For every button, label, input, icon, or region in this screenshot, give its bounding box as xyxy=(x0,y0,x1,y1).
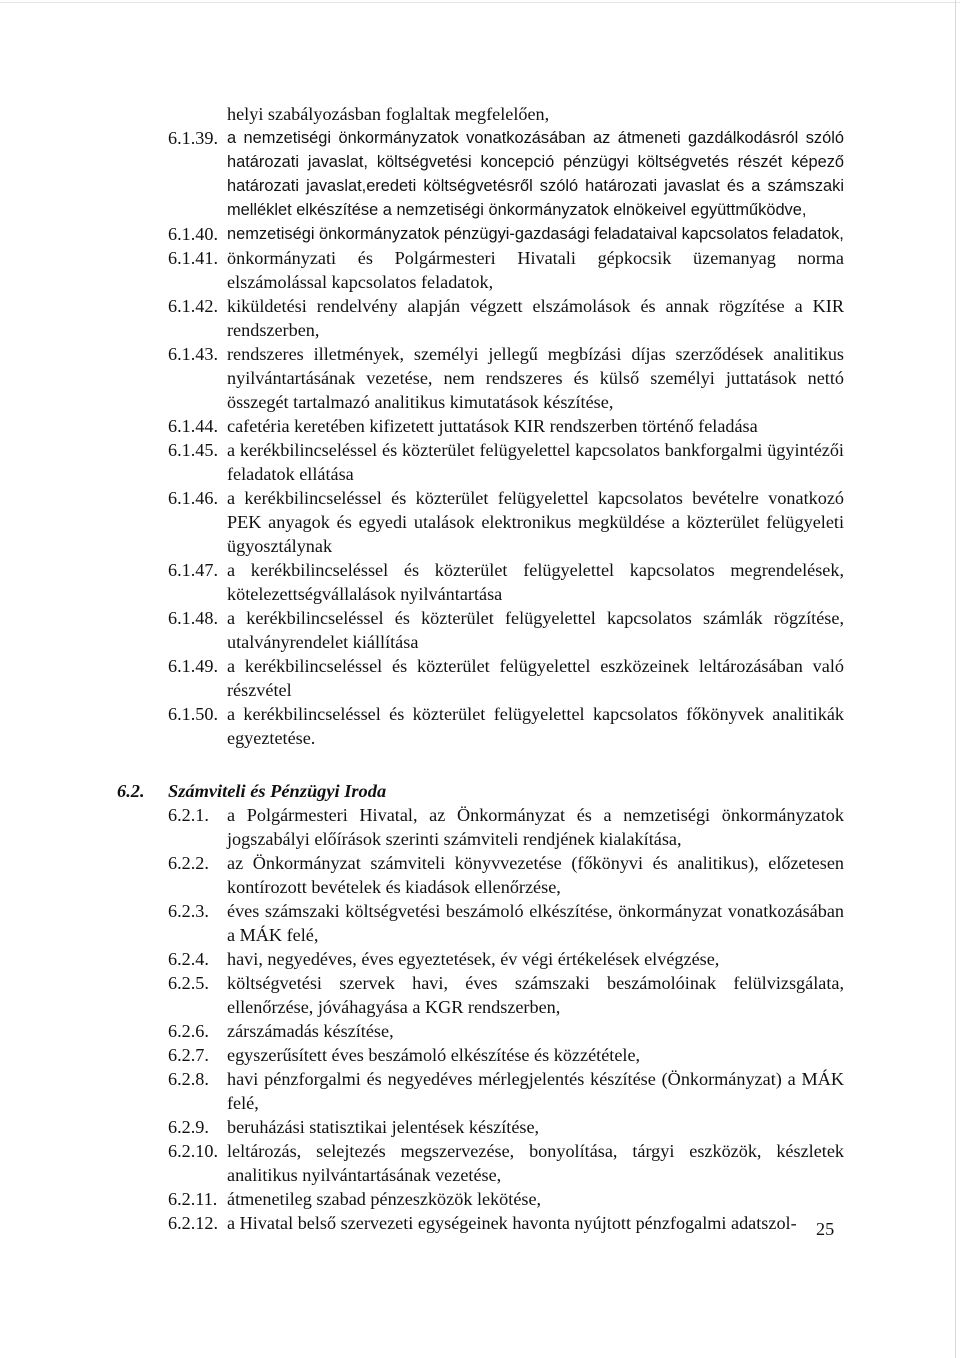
item-text: kiküldetési rendelvény alapján végzett elszámolások és annak rögzítése a KIR rendszerben, xyxy=(227,296,844,340)
item-text: a kerékbilincseléssel és közterület felügyelettel kapcsolatos számlák rögzítése, utalványrendelet kiállítása xyxy=(227,608,844,652)
item-text: a Polgármesteri Hivatal, az Önkormányzat és a nemzetiségi önkormányzatok jogszabályi előírások szerinti számviteli rendjének kialakítása, xyxy=(227,805,844,849)
item-text: önkormányzati és Polgármesteri Hivatali gépkocsik üzemanyag norma elszámolással kapcsolatos feladatok, xyxy=(227,248,844,292)
item-number: 6.1.42. xyxy=(168,296,219,316)
list-item xyxy=(168,1043,844,1067)
item-text: a Hivatal belső szervezeti egységeinek havonta nyújtott pénzfogalmi adatszol- xyxy=(227,1213,797,1233)
scan-edge-top xyxy=(0,2,960,3)
item-number: 6.1.50. xyxy=(168,704,219,724)
item-number: 6.1.45. xyxy=(168,440,219,460)
item-text: havi pénzforgalmi és negyedéves mérlegjelentés készítése (Önkormányzat) a MÁK felé, xyxy=(227,1069,844,1113)
list-item xyxy=(168,606,844,654)
item-number: 6.1.48. xyxy=(168,608,219,628)
item-number: 6.2.12. xyxy=(168,1213,219,1233)
item-number: 6.2.3. xyxy=(168,901,209,921)
item-text: zárszámadás készítése, xyxy=(227,1021,394,1041)
list-item xyxy=(168,342,844,414)
continuation-line: helyi szabályozásban foglaltak megfelelően, xyxy=(227,104,550,124)
section-heading-title: Számviteli és Pénzügyi Iroda xyxy=(168,781,387,801)
item-text: a kerékbilincseléssel és közterület felügyelettel eszközeinek leltározásában való részvétel xyxy=(227,656,844,700)
item-number: 6.1.46. xyxy=(168,488,219,508)
list-item xyxy=(168,486,844,558)
item-number: 6.1.41. xyxy=(168,248,219,268)
item-text: költségvetési szervek havi, éves számszaki beszámolóinak felülvizsgálata, ellenőrzése, jóváhagyása a KGR rendszerben, xyxy=(227,973,844,1017)
list-item xyxy=(168,1139,844,1187)
item-text: rendszeres illetmények, személyi jellegű megbízási díjas szerződések analitikus nyilvántartásának vezetése, nem rendszeres és külső személyi juttatások nettó összegét tartalmazó analitikus kimutatások készítése, xyxy=(227,344,844,412)
item-number: 6.2.9. xyxy=(168,1117,209,1137)
item-number: 6.1.49. xyxy=(168,656,219,676)
list-item xyxy=(168,222,844,246)
item-number: 6.1.39. xyxy=(168,128,219,148)
item-text: a kerékbilincseléssel és közterület felügyelettel kapcsolatos bankforgalmi ügyintézői feladatok ellátása xyxy=(227,440,844,484)
item-text: cafetéria keretében kifizetett juttatások KIR rendszerben történő feladása xyxy=(227,416,758,436)
list-item xyxy=(168,1067,844,1115)
item-number: 6.2.2. xyxy=(168,853,209,873)
item-number: 6.2.8. xyxy=(168,1069,209,1089)
list-item xyxy=(168,899,844,947)
page-content xyxy=(117,102,844,1235)
item-number: 6.2.4. xyxy=(168,949,209,969)
list-item xyxy=(168,438,844,486)
item-text: a nemzetiségi önkormányzatok vonatkozásában az átmeneti gazdálkodásról szóló határozati javaslat, költségvetési koncepció pénzügyi költségvetés részét képező határozati javaslat,eredeti költségvetésről szóló határozati javaslat és a számszaki melléklet elkészítése a nemzetiségi önkormányzatok elnökeivel együttműködve, xyxy=(227,129,844,219)
list-item xyxy=(168,1115,844,1139)
list-item xyxy=(168,851,844,899)
section-heading-number: 6.2. xyxy=(117,781,145,801)
list-item xyxy=(168,654,844,702)
list-item xyxy=(168,558,844,606)
item-number: 6.1.47. xyxy=(168,560,219,580)
item-text: átmenetileg szabad pénzeszközök lekötése, xyxy=(227,1189,542,1209)
item-text: a kerékbilincseléssel és közterület felügyelettel kapcsolatos főkönyvek analitikák egyeztetése. xyxy=(227,704,844,748)
list-item xyxy=(168,126,844,222)
item-text: a kerékbilincseléssel és közterület felügyelettel kapcsolatos megrendelések, kötelezettségvállalások nyilvántartása xyxy=(227,560,844,604)
item-text: leltározás, selejtezés megszervezése, bonyolítása, tárgyi eszközök, készletek analitikus nyilvántartásának vezetése, xyxy=(227,1141,844,1185)
item-number: 6.2.11. xyxy=(168,1189,218,1209)
list-item xyxy=(168,1211,844,1235)
item-text: egyszerűsített éves beszámoló elkészítése és közzététele, xyxy=(227,1045,641,1065)
list-item xyxy=(168,702,844,750)
list-item xyxy=(168,246,844,294)
list-item xyxy=(168,1187,844,1211)
item-number: 6.2.5. xyxy=(168,973,209,993)
item-text: nemzetiségi önkormányzatok pénzügyi-gazdasági feladataival kapcsolatos feladatok, xyxy=(227,225,844,243)
item-number: 6.1.44. xyxy=(168,416,219,436)
item-number: 6.2.6. xyxy=(168,1021,209,1041)
section-6-2-items xyxy=(168,803,844,1235)
list-item xyxy=(168,947,844,971)
item-number: 6.1.43. xyxy=(168,344,219,364)
item-text: a kerékbilincseléssel és közterület felügyelettel kapcsolatos bevételre vonatkozó PEK anyagok és egyedi utalások elektronikus megküldése a közterület felügyeleti ügyosztálynak xyxy=(227,488,844,556)
item-number: 6.1.40. xyxy=(168,224,219,244)
item-number: 6.2.10. xyxy=(168,1141,219,1161)
section-heading xyxy=(117,779,844,803)
item-number: 6.2.1. xyxy=(168,805,209,825)
list-item xyxy=(168,294,844,342)
scan-edge-right xyxy=(955,0,956,1358)
item-text: éves számszaki költségvetési beszámoló elkészítése, önkormányzat vonatkozásában a MÁK felé, xyxy=(227,901,844,945)
list-item xyxy=(168,414,844,438)
page-number: 25 xyxy=(816,1219,835,1239)
list-item xyxy=(168,1019,844,1043)
item-text: havi, negyedéves, éves egyeztetések, év végi értékelések elvégzése, xyxy=(227,949,720,969)
list-item xyxy=(168,971,844,1019)
item-text: beruházási statisztikai jelentések készítése, xyxy=(227,1117,540,1137)
item-text: az Önkormányzat számviteli könyvvezetése (főkönyvi és analitikus), előzetesen kontírozott bevételek és kiadások ellenőrzése, xyxy=(227,853,844,897)
section-6-1-items xyxy=(168,126,844,750)
list-item xyxy=(168,803,844,851)
item-number: 6.2.7. xyxy=(168,1045,209,1065)
